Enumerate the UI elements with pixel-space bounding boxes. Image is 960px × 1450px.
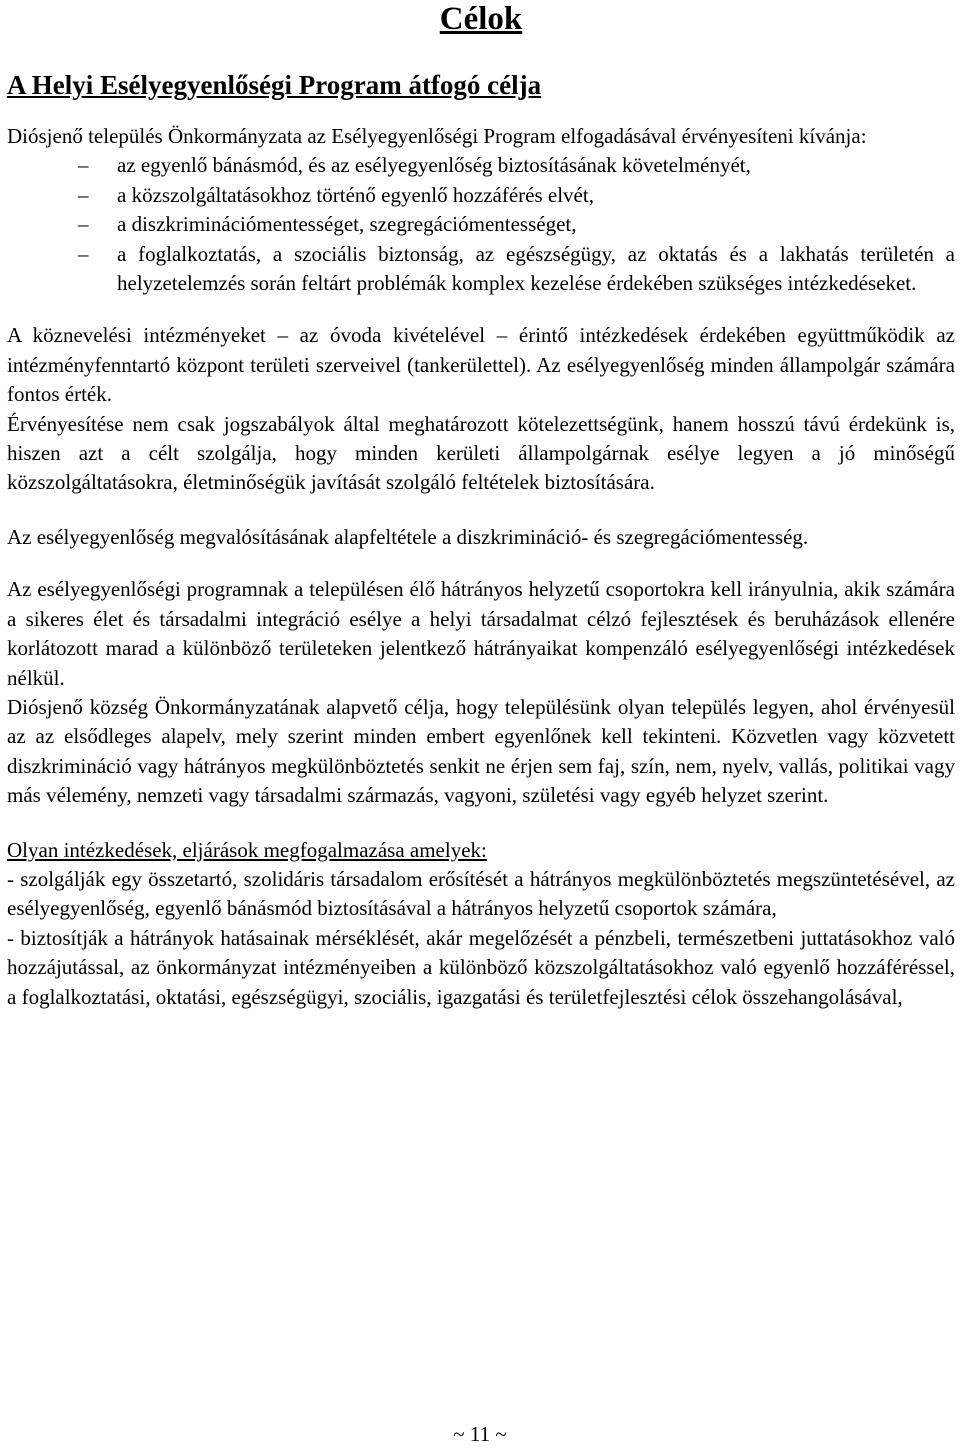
goal-list: [7, 151, 955, 298]
school-text: A köznevelési intézményeket – az óvoda kivételével – érintő intézkedések érdekében együttműködik az intézményfenntartó központ területi szerveivel (tankerülettel).: [7, 323, 955, 377]
value-text: Az esélyegyenlőség minden állampolgár számára fontos érték.: [7, 352, 955, 407]
list-item: [7, 210, 955, 239]
list-item-text: az egyenlő bánásmód, és az esélyegyenlőség biztosításának követelményét,: [117, 153, 751, 178]
list-item-text: a közszolgáltatásokhoz történő egyenlő hozzáférés elvét,: [117, 182, 594, 207]
intro-paragraph: Diósjenő település Önkormányzata az Esélyegyenlőségi Program elfogadásával érvényesíteni kívánja:: [7, 124, 867, 148]
goal-paragraph: Diósjenő község Önkormányzatának alapvető célja, hogy településünk olyan település legyen, ahol érvényesül az az elsődleges alapelv, mely szerint minden embert egyenlőnek kell tekinteni. Közvetlen vagy közvetett diszkrimináció vagy hátrányos megkülönböztetés senkit ne érjen sem faj, szín, nem, nyelv, vallás, politikai vagy más vélemény, nemzeti vagy társadalmi származás, vagyoni, születési vagy egyéb helyzet szerint.: [7, 694, 955, 808]
section-heading: A Helyi Esélyegyenlőségi Program átfogó célja: [7, 70, 542, 100]
page-number: ~ 11 ~: [453, 1422, 507, 1446]
precondition-paragraph: Az esélyegyenlőség megvalósításának alapfeltétele a diszkrimináció- és szegregációmentesség.: [7, 524, 809, 549]
dash-bullet: –: [78, 241, 89, 266]
school-paragraph: [7, 321, 955, 409]
measure-item: - biztosítják a hátrányok hatásainak mérséklését, akár megelőzését a pénzbeli, természetbeni juttatásokhoz való hozzájutással, az önkormányzat intézményeiben a különböző közszolgáltatásokhoz való egyenlő hozzáféréssel, a foglalkoztatási, oktatási, egészségügyi, szociális, igazgatási és területfejlesztési célok összehangolásával,: [7, 925, 955, 1009]
dash-bullet: –: [78, 212, 89, 237]
dash-bullet: –: [78, 182, 89, 207]
list-item: [7, 181, 955, 210]
list-item-text: a diszkriminációmentességet, szegregációmentességet,: [117, 212, 577, 237]
enforcement-paragraph: Érvényesítése nem csak jogszabályok által meghatározott kötelezettségünk, hanem hosszú távú érdekünk is, hiszen azt a célt szolgálja, hogy minden kerületi állampolgárnak esélye legyen a jó minőségű közszolgáltatásokra, életminőségük javítását szolgáló feltételek biztosítására.: [7, 411, 955, 495]
measure-item: - szolgálják egy összetartó, szolidáris társadalom erősítését a hátrányos megkülönböztetés megszüntetésével, az esélyegyenlőség, egyenlő bánásmód biztosításával a hátrányos helyzetű csoportok számára,: [7, 866, 955, 921]
dash-bullet: –: [78, 153, 89, 178]
program-paragraph: Az esélyegyenlőségi programnak a településen élő hátrányos helyzetű csoportokra kell irányulnia, akik számára a sikeres élet és társadalmi integráció esélye a helyi társadalmat célzó fejlesztések és beruházások ellenére korlátozott marad a különböző területeken jelentkező hátrányaikat kompenzáló esélyegyenlőségi intézkedések nélkül.: [7, 577, 955, 690]
list-item-text: a foglalkoztatás, a szociális biztonság, az egészségügy, az oktatás és a lakhatás területén a helyzetelemzés során feltárt problémák komplex kezelése érdekében szükséges intézkedéseket.: [117, 241, 955, 296]
page-title: Célok: [439, 1, 523, 37]
list-item: [7, 240, 955, 299]
measures-heading: [7, 836, 955, 865]
document-page: [7, 0, 955, 1012]
measures-heading-text: Olyan intézkedések, eljárások megfogalmazása amelyek:: [7, 837, 487, 862]
list-item: [7, 151, 955, 180]
